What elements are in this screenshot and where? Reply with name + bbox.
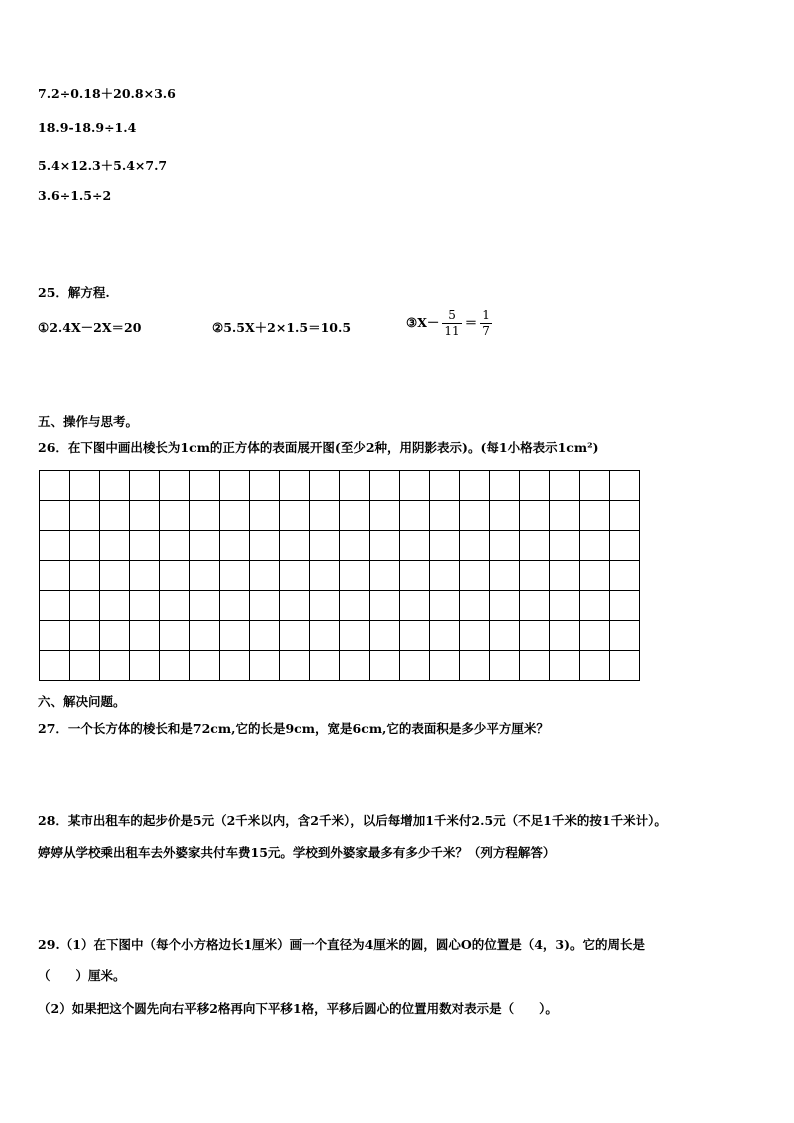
grid-cell bbox=[580, 621, 610, 651]
equation-2: ②5.5X＋2×1.5＝10.5 bbox=[212, 320, 352, 335]
grid-cell bbox=[130, 531, 160, 561]
grid-cell bbox=[250, 651, 280, 681]
grid-cell bbox=[190, 501, 220, 531]
grid-cell bbox=[40, 651, 70, 681]
grid-cell bbox=[160, 531, 190, 561]
grid-cell bbox=[520, 621, 550, 651]
grid-cell bbox=[250, 471, 280, 501]
grid-cell bbox=[430, 621, 460, 651]
grid-cell bbox=[100, 591, 130, 621]
grid-cell bbox=[220, 621, 250, 651]
fraction-1-7: $\frac{1}{7}$ bbox=[482, 308, 490, 338]
grid-cell bbox=[160, 651, 190, 681]
grid-cell bbox=[490, 591, 520, 621]
grid-cell bbox=[610, 501, 640, 531]
equals-sign: ＝ bbox=[464, 315, 478, 330]
grid-cell bbox=[370, 501, 400, 531]
grid-cell bbox=[460, 471, 490, 501]
grid-cell bbox=[370, 561, 400, 591]
grid-cell bbox=[280, 471, 310, 501]
grid-cell bbox=[370, 591, 400, 621]
grid-cell bbox=[340, 651, 370, 681]
grid-cell bbox=[400, 471, 430, 501]
fraction-5-11: $\frac{5}{11}$ bbox=[444, 308, 460, 338]
grid-cell bbox=[520, 471, 550, 501]
grid-cell bbox=[220, 471, 250, 501]
question-26: 26．在下图中画出棱长为1cm的正方体的表面展开图(至少2种，用阴影表示)。(每1小格表示1cm²) bbox=[38, 440, 599, 455]
grid-cell bbox=[520, 561, 550, 591]
grid-cell bbox=[610, 621, 640, 651]
grid-cell bbox=[610, 561, 640, 591]
grid-cell bbox=[40, 531, 70, 561]
grid-cell bbox=[190, 561, 220, 591]
grid-cell bbox=[430, 471, 460, 501]
grid-cell bbox=[580, 531, 610, 561]
grid-cell bbox=[190, 471, 220, 501]
grid-cell bbox=[550, 651, 580, 681]
grid-cell bbox=[280, 591, 310, 621]
grid-cell bbox=[190, 621, 220, 651]
grid-cell bbox=[220, 591, 250, 621]
grid-cell bbox=[220, 651, 250, 681]
grid-cell bbox=[340, 471, 370, 501]
grid-cell bbox=[460, 621, 490, 651]
grid-cell bbox=[100, 501, 130, 531]
grid-cell bbox=[70, 651, 100, 681]
grid-cell bbox=[400, 591, 430, 621]
grid-cell bbox=[100, 561, 130, 591]
grid-cell bbox=[490, 561, 520, 591]
grid-cell bbox=[70, 591, 100, 621]
grid-cell bbox=[70, 501, 100, 531]
grid-cell bbox=[460, 561, 490, 591]
grid-cell bbox=[100, 471, 130, 501]
grid-cell bbox=[610, 471, 640, 501]
grid-cell bbox=[280, 651, 310, 681]
grid-cell bbox=[340, 531, 370, 561]
grid-cell bbox=[520, 591, 550, 621]
grid-cell bbox=[130, 501, 160, 531]
grid-cell bbox=[280, 621, 310, 651]
grid-cell bbox=[430, 501, 460, 531]
grid-cell bbox=[130, 621, 160, 651]
grid-cell bbox=[490, 621, 520, 651]
grid-cell bbox=[490, 501, 520, 531]
grid-cell bbox=[550, 531, 580, 561]
grid-cell bbox=[220, 501, 250, 531]
grid-cell bbox=[340, 591, 370, 621]
grid-cell bbox=[160, 621, 190, 651]
grid-cell bbox=[220, 561, 250, 591]
grid-cell bbox=[490, 471, 520, 501]
grid-cell bbox=[430, 531, 460, 561]
grid-cell bbox=[40, 621, 70, 651]
grid-cell bbox=[550, 471, 580, 501]
grid-cell bbox=[520, 531, 550, 561]
grid-cell bbox=[370, 471, 400, 501]
grid-cell bbox=[490, 531, 520, 561]
grid-cell bbox=[610, 591, 640, 621]
question-25-title: 25．解方程. bbox=[38, 285, 110, 300]
grid-cell bbox=[580, 591, 610, 621]
calc-line-4: 3.6÷1.5÷2 bbox=[38, 188, 112, 203]
question-29-line-2: （ ）厘米。 bbox=[38, 968, 126, 983]
grid-cell bbox=[310, 531, 340, 561]
grid-cell bbox=[400, 651, 430, 681]
grid-cell bbox=[250, 561, 280, 591]
calc-line-3: 5.4×12.3＋5.4×7.7 bbox=[38, 158, 168, 173]
grid-cell bbox=[310, 621, 340, 651]
grid-cell bbox=[400, 501, 430, 531]
grid-cell bbox=[550, 561, 580, 591]
grid-cell bbox=[130, 651, 160, 681]
question-27: 27．一个长方体的棱长和是72cm,它的长是9cm，宽是6cm,它的表面积是多少平方厘米？ bbox=[38, 721, 549, 736]
grid-cell bbox=[310, 591, 340, 621]
grid-cell bbox=[250, 501, 280, 531]
grid-cell bbox=[250, 531, 280, 561]
grid-cell bbox=[280, 501, 310, 531]
grid-cell bbox=[40, 591, 70, 621]
grid-cell bbox=[130, 591, 160, 621]
grid-cell bbox=[460, 531, 490, 561]
grid-cell bbox=[70, 621, 100, 651]
grid-cell bbox=[340, 561, 370, 591]
grid-cell bbox=[580, 471, 610, 501]
grid-cell bbox=[550, 591, 580, 621]
grid-cell bbox=[220, 531, 250, 561]
grid-cell bbox=[160, 471, 190, 501]
grid-cell bbox=[70, 531, 100, 561]
grid-cell bbox=[130, 561, 160, 591]
grid-cell bbox=[430, 591, 460, 621]
grid-cell bbox=[550, 501, 580, 531]
grid-cell bbox=[100, 621, 130, 651]
grid-cell bbox=[610, 651, 640, 681]
question-28-line-1: 28．某市出租车的起步价是5元（2千米以内，含2千米），以后每增加1千米付2.5元（不足1千米的按1千米计）。 bbox=[38, 813, 667, 828]
grid-cell bbox=[610, 531, 640, 561]
grid-cell bbox=[310, 501, 340, 531]
grid-cell bbox=[430, 561, 460, 591]
grid-cell bbox=[160, 501, 190, 531]
grid-cell bbox=[490, 651, 520, 681]
grid-cell bbox=[310, 651, 340, 681]
grid-cell bbox=[100, 531, 130, 561]
grid-cell bbox=[190, 651, 220, 681]
grid-cell bbox=[340, 621, 370, 651]
grid-cell bbox=[310, 471, 340, 501]
grid-cell bbox=[460, 501, 490, 531]
grid-cell bbox=[400, 531, 430, 561]
grid-cell bbox=[370, 621, 400, 651]
question-29-line-3: （2）如果把这个圆先向右平移2格再向下平移1格，平移后圆心的位置用数对表示是（ ）。 bbox=[38, 1001, 558, 1016]
grid-cell bbox=[460, 591, 490, 621]
grid-cell bbox=[580, 651, 610, 681]
grid-cell bbox=[550, 621, 580, 651]
grid-cell bbox=[370, 531, 400, 561]
grid-cell bbox=[40, 471, 70, 501]
grid-cell bbox=[250, 591, 280, 621]
equation-1: ①2.4X－2X＝20 bbox=[38, 320, 142, 335]
section-5-heading: 五、操作与思考。 bbox=[38, 414, 139, 429]
calc-line-2: 18.9-18.9÷1.4 bbox=[38, 120, 137, 135]
grid-cell bbox=[160, 591, 190, 621]
grid-cell bbox=[280, 531, 310, 561]
grid-cell bbox=[190, 591, 220, 621]
grid-cell bbox=[100, 651, 130, 681]
grid-cell bbox=[580, 561, 610, 591]
grid-cell bbox=[70, 561, 100, 591]
grid-cell bbox=[520, 651, 550, 681]
equation-3 bbox=[406, 308, 495, 339]
grid-cell bbox=[160, 561, 190, 591]
question-28-line-2: 婷婷从学校乘出租车去外婆家共付车费15元。学校到外婆家最多有多少千米？（列方程解答） bbox=[38, 845, 556, 860]
calc-line-1: 7.2÷0.18＋20.8×3.6 bbox=[38, 86, 176, 101]
equation-3-prefix: ③X－ bbox=[406, 315, 440, 330]
grid-cell bbox=[400, 621, 430, 651]
grid-cell bbox=[520, 501, 550, 531]
grid-cell bbox=[280, 561, 310, 591]
grid-cell bbox=[340, 501, 370, 531]
grid-cell bbox=[70, 471, 100, 501]
question-29-line-1: 29.（1）在下图中（每个小方格边长1厘米）画一个直径为4厘米的圆，圆心O的位置是（4，3)。它的周长是 bbox=[38, 937, 646, 952]
grid-cell bbox=[190, 531, 220, 561]
section-6-heading: 六、解决问题。 bbox=[38, 694, 126, 709]
grid-cell bbox=[400, 561, 430, 591]
grid-cell bbox=[130, 471, 160, 501]
grid-cell bbox=[250, 621, 280, 651]
grid-cell bbox=[310, 561, 340, 591]
grid-cell bbox=[40, 501, 70, 531]
grid-cell bbox=[40, 561, 70, 591]
square-grid bbox=[39, 470, 640, 681]
grid-cell bbox=[580, 501, 610, 531]
grid-cell bbox=[460, 651, 490, 681]
grid-cell bbox=[370, 651, 400, 681]
grid-cell bbox=[430, 651, 460, 681]
